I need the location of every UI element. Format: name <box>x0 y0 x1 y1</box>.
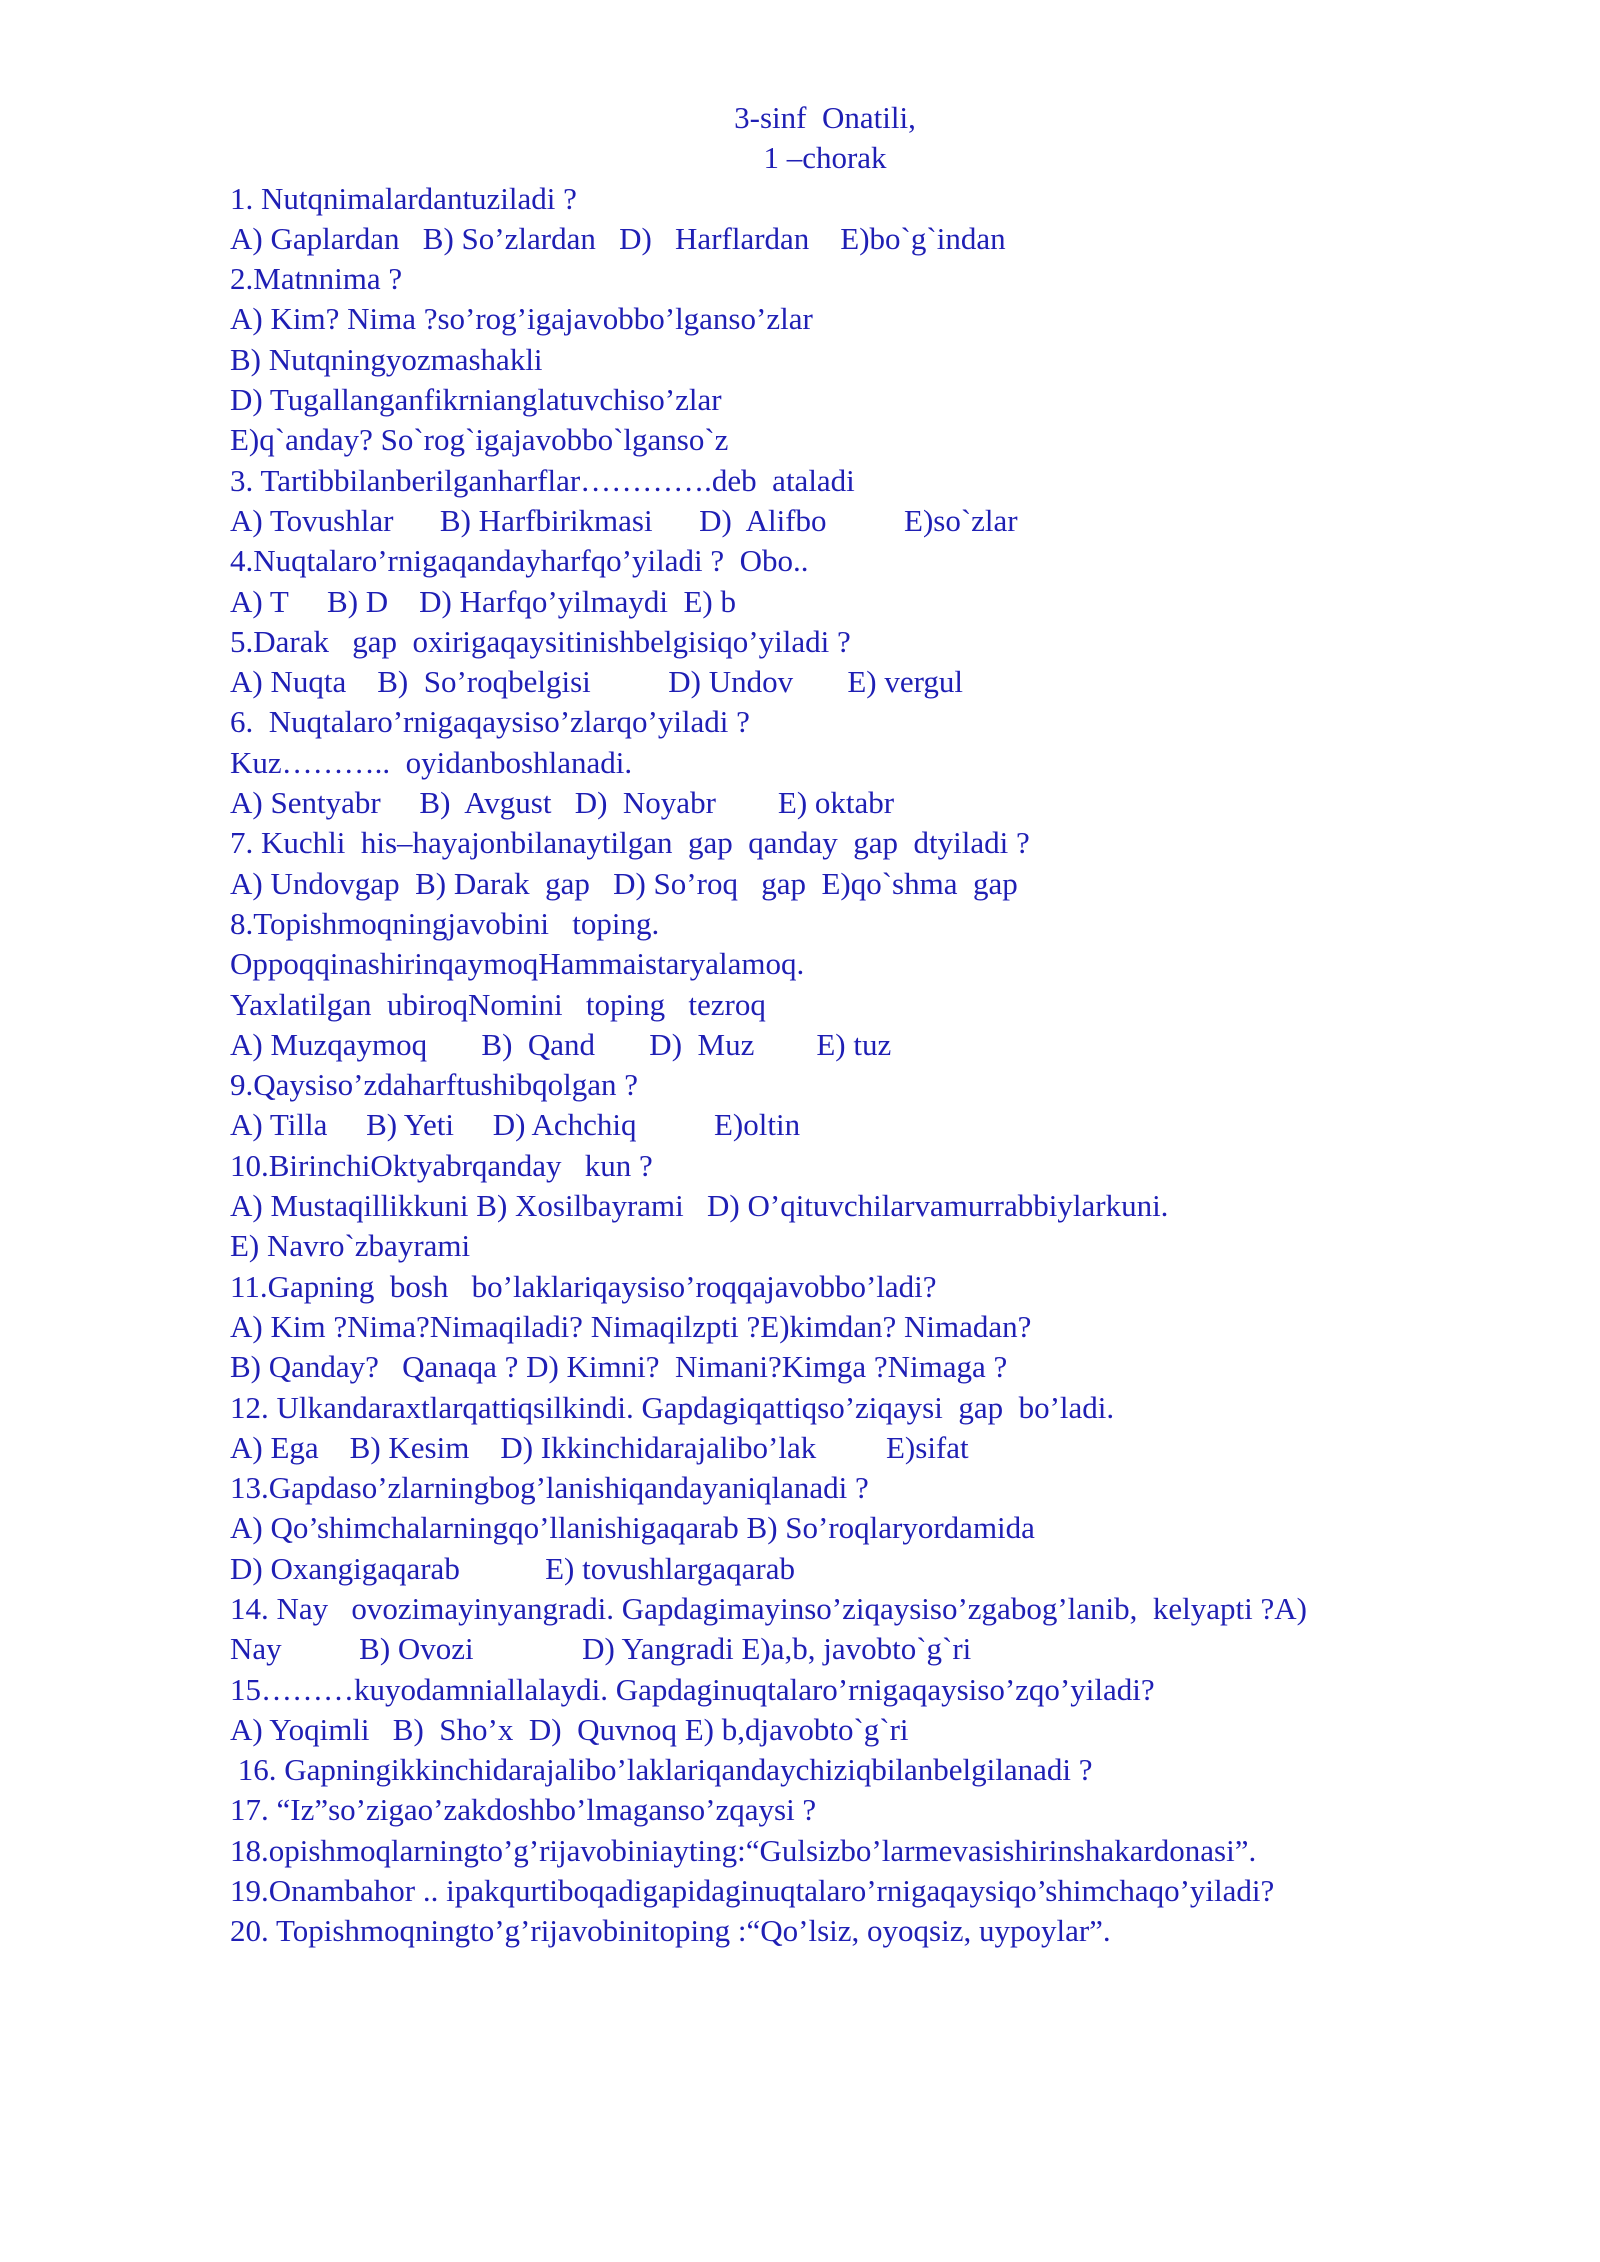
text-line: 17. “Iz”so’zigao’zakdoshbo’lmaganso’zqaysi ? <box>230 1792 817 1828</box>
text-line: 3. Tartibbilanberilganharflar………….deb ataladi <box>230 462 855 498</box>
text-line: A) Gaplardan B) So’zlardan D) Harflardan E)bo`g`indan <box>230 220 1006 256</box>
text-line: 2.Matnnima ? <box>230 261 403 297</box>
text-line: 9.Qaysiso’zdaharftushibqolgan ? <box>230 1067 639 1103</box>
text-line: E) Navro`zbayrami <box>230 1228 471 1264</box>
test-document <box>230 98 1530 1952</box>
text-line: B) Qanday? Qanaqa ? D) Kimni? Nimani?Kimga ?Nimaga ? <box>230 1349 1008 1385</box>
text-line: 18.opishmoqlarningto’g’rijavobiniayting:“Gulsizbo’larmevasishirinshakardonasi”. <box>230 1832 1257 1868</box>
text-line: D) Oxangigaqarab E) tovushlargaqarab <box>230 1550 795 1586</box>
text-line: 20. Topishmoqningto’g’rijavobinitoping :“Qo’lsiz, oyoqsiz, uypoylar”. <box>230 1913 1111 1949</box>
text-line: A) Ega B) Kesim D) Ikkinchidarajalibo’lak E)sifat <box>230 1429 969 1465</box>
text-line: A) Kim ?Nima?Nimaqiladi? Nimaqilzpti ?E)kimdan? Nimadan? <box>230 1308 1032 1344</box>
text-line: B) Nutqningyozmashakli <box>230 341 543 377</box>
page-title: 3-sinf Onatili, <box>734 100 916 135</box>
text-line: 14. Nay ovozimayinyangradi. Gapdagimayinso’ziqaysiso’zgabog’lanib, kelyapti ?A) <box>230 1590 1307 1626</box>
text-line: 1. Nutqnimalardantuziladi ? <box>230 180 577 216</box>
text-line: A) Mustaqillikkuni B) Xosilbayrami D) O’qituvchilarvamurrabbiylarkuni. <box>230 1188 1169 1224</box>
text-line: OppoqqinashirinqaymoqHammaistaryalamoq. <box>230 946 805 982</box>
text-line: A) Nuqta B) So’roqbelgisi D) Undov E) vergul <box>230 664 964 700</box>
text-line: E)q`anday? So`rog`igajavobbo`lganso`z <box>230 422 729 458</box>
text-line: 19.Onambahor .. ipakqurtiboqadigapidaginuqtalaro’rnigaqaysiqo’shimchaqo’yiladi? <box>230 1873 1275 1909</box>
text-line: 15………kuyodamniallalaydi. Gapdaginuqtalaro’rnigaqaysiso’zqo’yiladi? <box>230 1671 1155 1707</box>
text-line: 5.Darak gap oxirigaqaysitinishbelgisiqo’yiladi ? <box>230 623 851 659</box>
text-line: 8.Topishmoqningjavobini toping. <box>230 905 660 941</box>
page-subtitle: 1 –chorak <box>763 140 887 176</box>
text-line: A) Sentyabr B) Avgust D) Noyabr E) oktabr <box>230 785 895 821</box>
text-line: D) Tugallanganfikrnianglatuvchiso’zlar <box>230 382 722 418</box>
text-line: A) Undovgap B) Darak gap D) So’roq gap E)qo`shma gap <box>230 865 1018 901</box>
text-line: 6. Nuqtalaro’rnigaqaysiso’zlarqo’yiladi ? <box>230 704 750 740</box>
text-line: Nay B) Ovozi D) Yangradi E)a,b, javobto`g`ri <box>230 1631 972 1667</box>
text-line: 12. Ulkandaraxtlarqattiqsilkindi. Gapdagiqattiqso’ziqaysi gap bo’ladi. <box>230 1389 1115 1425</box>
text-line: 4.Nuqtalaro’rnigaqandayharfqo’yiladi ? Obo.. <box>230 543 809 579</box>
text-line: A) Tovushlar B) Harfbirikmasi D) Alifbo E)so`zlar <box>230 502 1018 538</box>
text-line: A) Tilla B) Yeti D) Achchiq E)oltin <box>230 1107 801 1143</box>
text-line: A) Muzqaymoq B) Qand D) Muz E) tuz <box>230 1026 892 1062</box>
text-line: A) Qo’shimchalarningqo’llanishigaqarab B) So’roqlaryordamida <box>230 1510 1035 1546</box>
text-line: 10.BirinchiOktyabrqanday kun ? <box>230 1147 653 1183</box>
text-line: A) Yoqimli B) Sho’x D) Quvnoq E) b,djavobto`g`ri <box>230 1711 909 1747</box>
text-line: 13.Gapdaso’zlarningbog’lanishiqandayaniqlanadi ? <box>230 1470 869 1506</box>
text-line: Yaxlatilgan ubiroqNomini toping tezroq <box>230 986 766 1022</box>
text-line: A) T B) D D) Harfqo’yilmaydi E) b <box>230 583 736 619</box>
text-line: 16. Gapningikkinchidarajalibo’laklariqandaychiziqbilanbelgilanadi ? <box>230 1752 1093 1788</box>
text-line: A) Kim? Nima ?so’rog’igajavobbo’lganso’zlar <box>230 301 813 337</box>
text-line: 7. Kuchli his–hayajonbilanaytilgan gap qanday gap dtyiladi ? <box>230 825 1030 861</box>
text-line: 11.Gapning bosh bo’laklariqaysiso’roqqajavobbo’ladi? <box>230 1268 937 1304</box>
text-line: Kuz……….. oyidanboshlanadi. <box>230 744 633 780</box>
